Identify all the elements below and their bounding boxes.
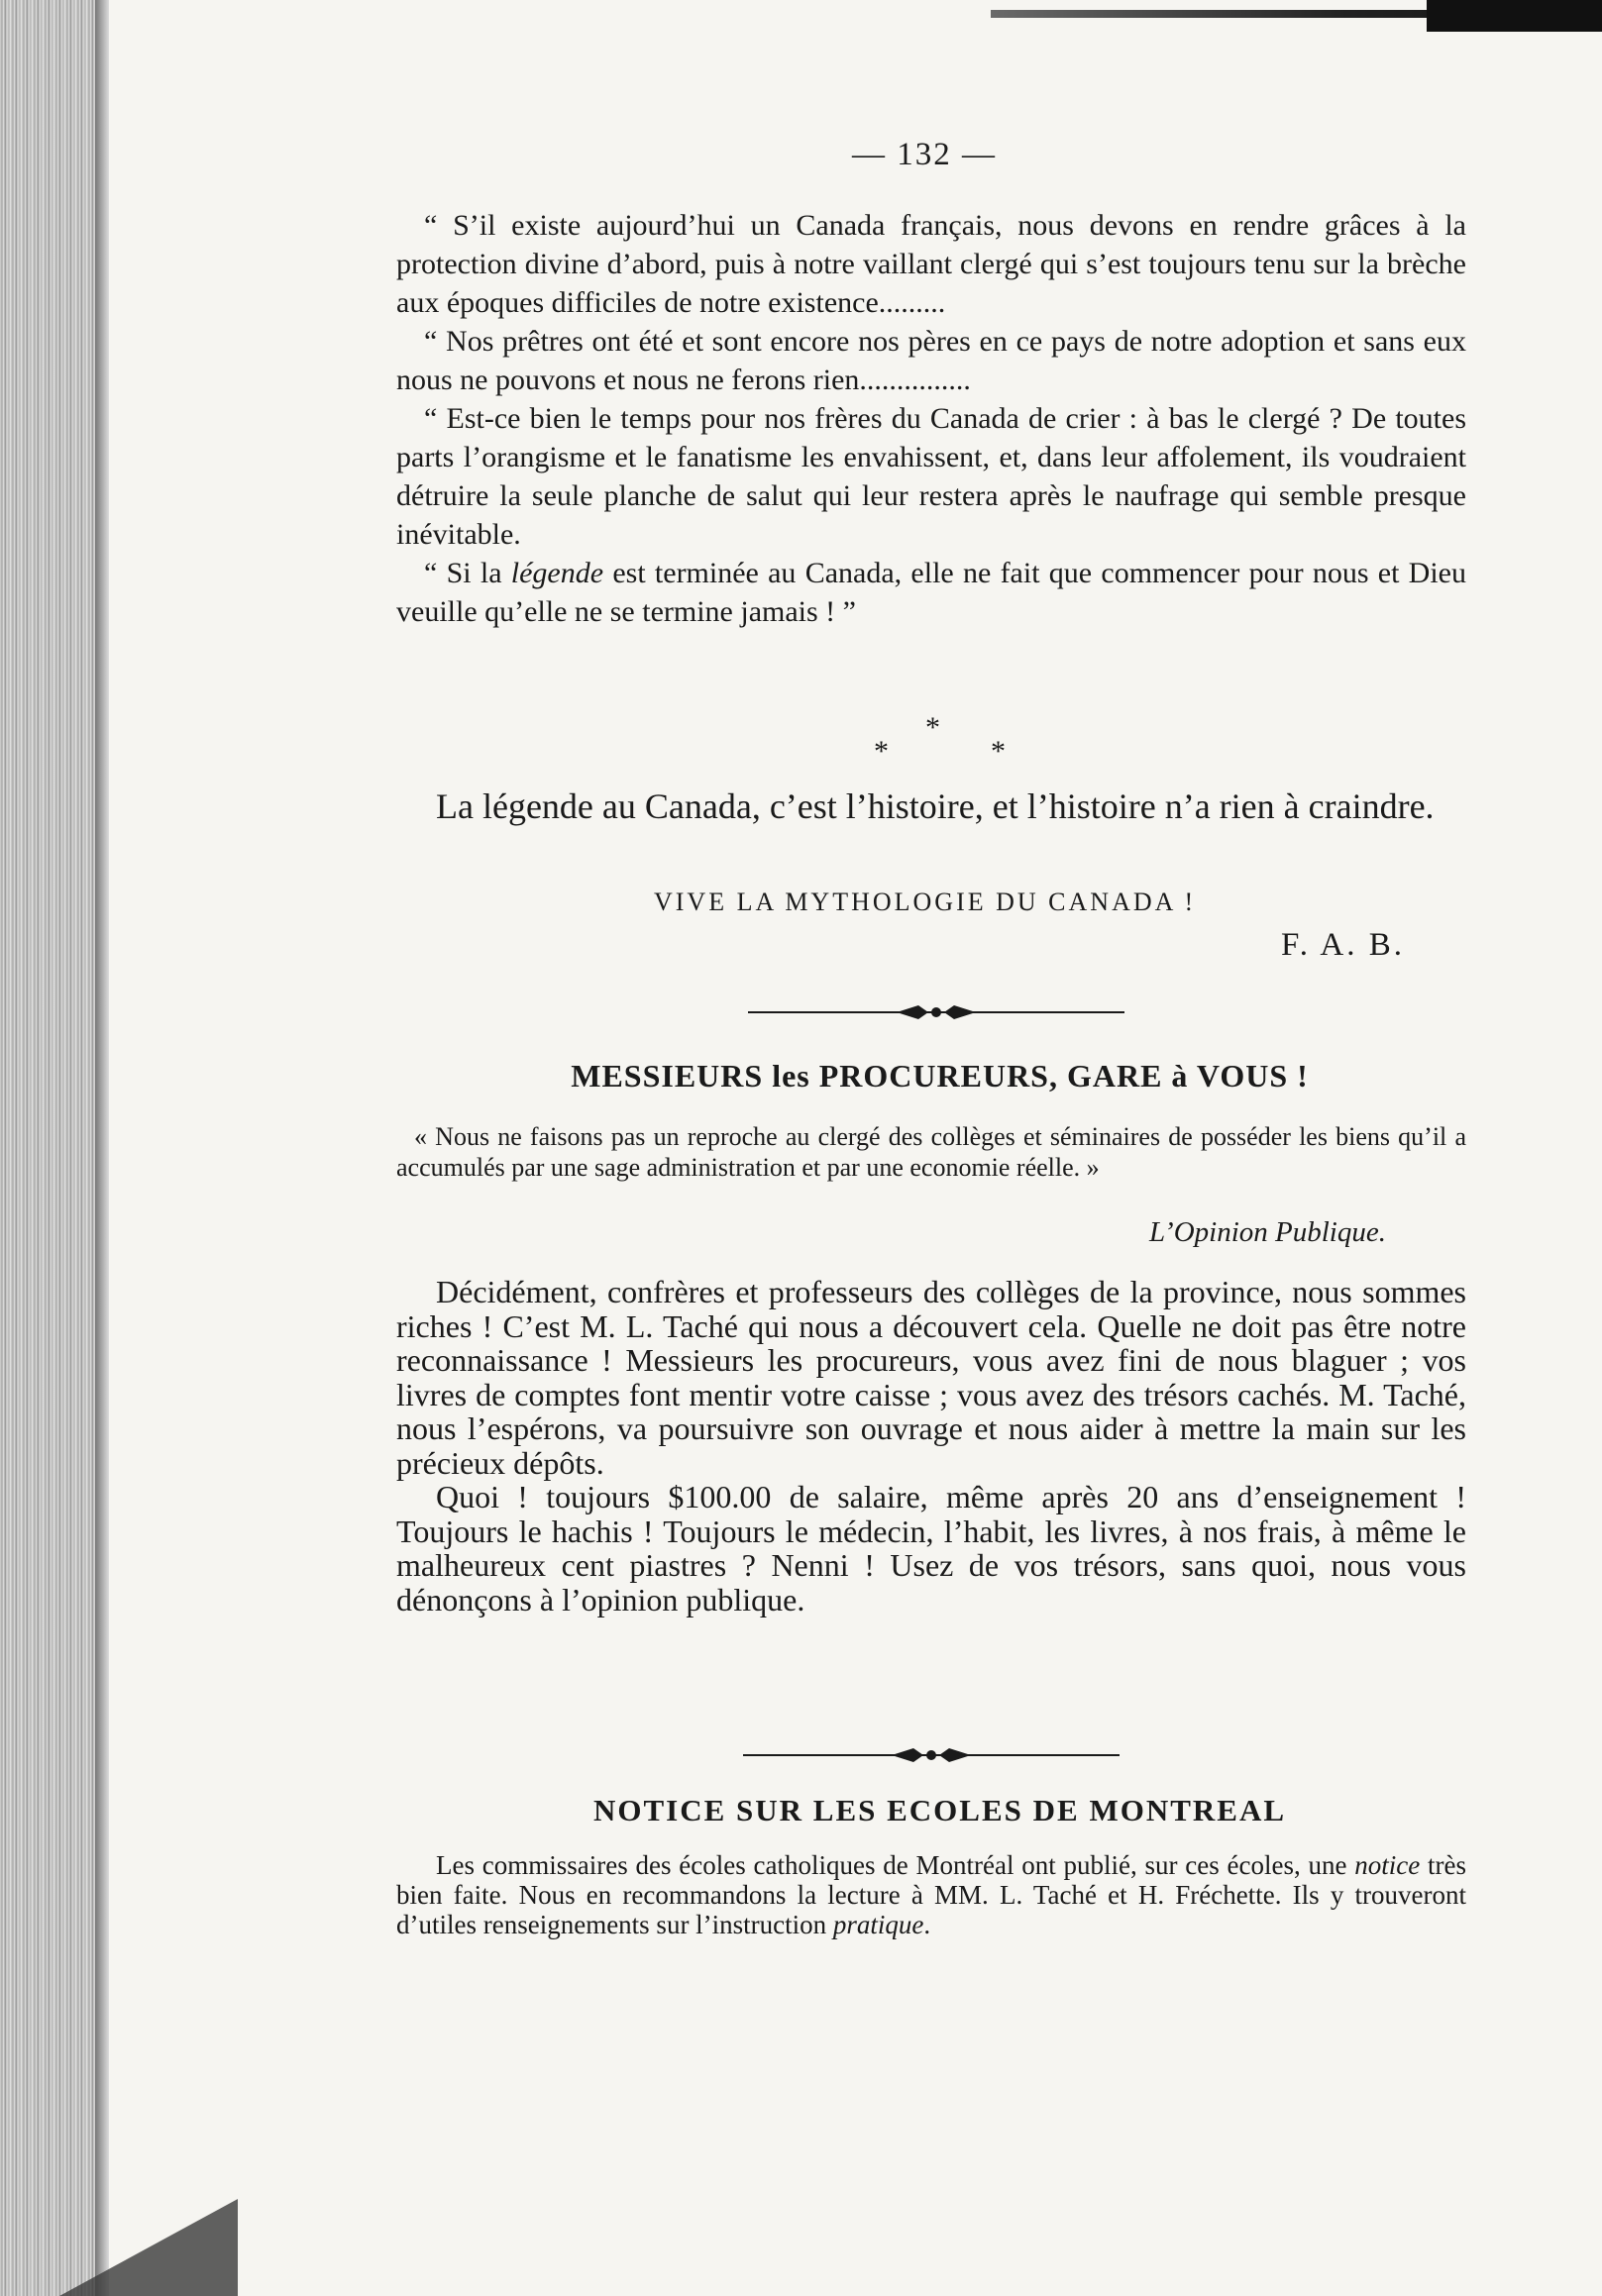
binding-corner-mark <box>59 2199 238 2296</box>
quote-paragraph: “ Nos prêtres ont été et sont encore nos pères en ce pays de notre adoption et sans eux nous ne pouvons et nous ne ferons rien............... <box>396 325 1466 396</box>
asterism-star: * <box>874 735 889 768</box>
article-body <box>396 1275 1466 1617</box>
section-heading: MESSIEURS les PROCUREURS, GARE à VOUS ! <box>571 1058 1309 1094</box>
quote-text: “ Si la <box>424 557 511 589</box>
quote-paragraph: “ S’il existe aujourd’hui un Canada français, nous devons en rendre grâces à la protection divine d’abord, puis à notre vaillant clergé qui s’est toujours tenu sur la brèche aux époques difficiles de notre existence......... <box>396 209 1466 319</box>
quote-text: est terminée au Canada, elle ne fait que commencer pour nous et Dieu veuille qu’elle ne se termine jamais ! ” <box>396 557 1466 628</box>
notice-italic-word: notice <box>1354 1850 1421 1880</box>
quote-block <box>396 206 1466 631</box>
book-binding-edge <box>0 0 109 2296</box>
closing-exclamation: VIVE LA MYTHOLOGIE DU CANADA ! <box>654 887 1197 916</box>
author-signature: F. A. B. <box>1281 927 1405 963</box>
ornamental-divider <box>743 1743 1120 1767</box>
binding-shadow <box>95 0 109 2296</box>
section-heading: NOTICE SUR LES ECOLES DE MONTREAL <box>592 1793 1287 1827</box>
notice-text: Les commissaires des écoles catholiques de Montréal ont publié, sur ces écoles, une <box>436 1850 1355 1880</box>
notice-italic-word: pratique <box>832 1910 924 1939</box>
epigraph: « Nous ne faisons pas un reproche au clergé des collèges et séminaires de posséder les biens qu’il a accumulés par une sage administration et par une economie réelle. » <box>396 1122 1466 1182</box>
asterism-star: * <box>925 711 940 744</box>
top-rule-end <box>1427 0 1602 32</box>
page-number: — 132 — <box>852 137 997 172</box>
quote-paragraph: “ Est-ce bien le temps pour nos frères du Canada de crier : à bas le clergé ? De toutes parts l’orangisme et le fanatisme les envahissent, et, dans leur affolement, ils voudraient détruire la seule planche de salut qui leur restera après le naufrage qui semble presque inévitable. <box>396 402 1466 551</box>
body-paragraph: Décidément, confrères et professeurs des collèges de la province, nous sommes riches ! C’est M. L. Taché qui nous a découvert cela. Quelle ne doit pas être notre reconnaissance ! Messieurs les procureurs, vous avez fini de nous blaguer ; vos livres de comptes font mentir votre caisse ; vous avez des trésors cachés. M. Taché, nous l’espérons, va poursuivre son ouvrage et nous aider à mettre la main sur les précieux dépôts. <box>396 1274 1466 1481</box>
legende-sentence: La légende au Canada, c’est l’histoire, et l’histoire n’a rien à craindre. <box>436 786 1435 826</box>
notice-text: très bien faite. Nous en recommandons la lecture à MM. L. Taché et H. Fréchette. Ils y trouveront d’utiles renseignements sur l’instruction <box>396 1850 1467 1939</box>
notice-text: . <box>923 1910 931 1939</box>
asterism-star: * <box>991 735 1006 768</box>
epigraph-source: L’Opinion Publique. <box>1149 1216 1386 1248</box>
quote-paragraph <box>396 554 1466 631</box>
notice-paragraph <box>396 1850 1466 1939</box>
ornamental-divider <box>748 1000 1124 1024</box>
asterism <box>852 711 1011 781</box>
quote-italic-word: légende <box>510 557 604 589</box>
body-paragraph: Quoi ! toujours $100.00 de salaire, même après 20 ans d’enseignement ! Toujours le hachis ! Toujours le médecin, l’habit, les livres, à nos frais, à même le malheureux cent piastres ? Nenni ! Usez de vos trésors, sans quoi, nous vous dénonçons à l’opinion publique. <box>396 1479 1466 1618</box>
